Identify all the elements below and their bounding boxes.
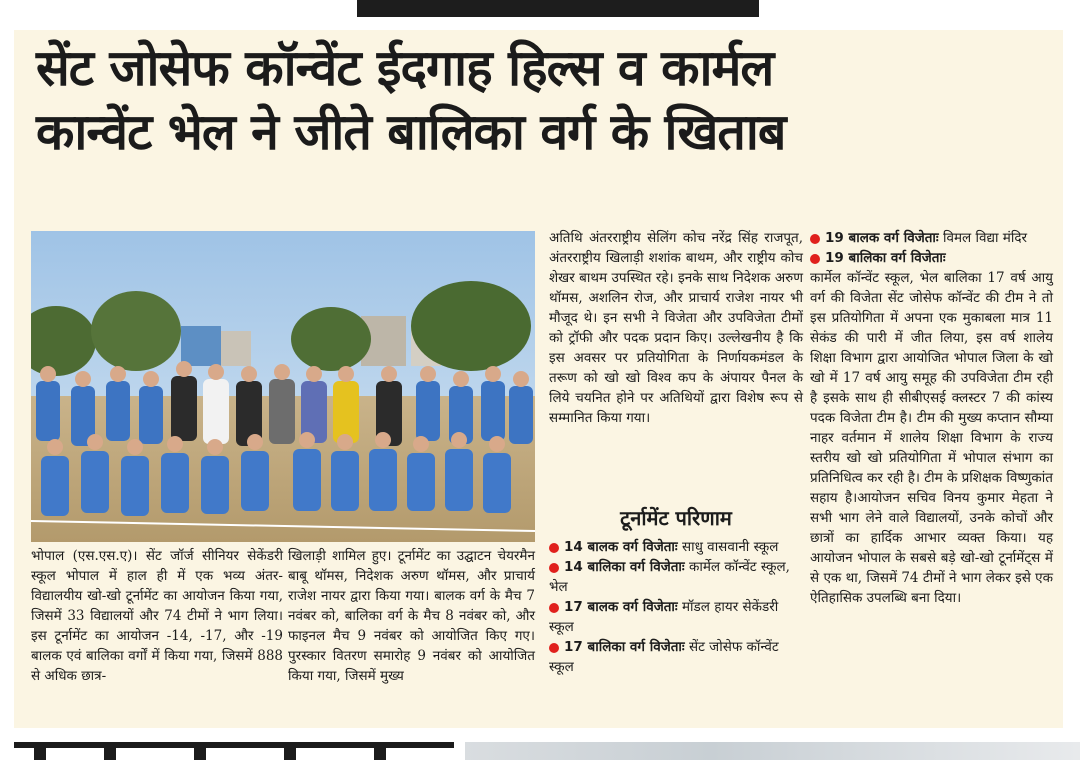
result-item [549,597,803,637]
article-column-1: भोपाल (एस.एस.ए)। सेंट जॉर्ज सीनियर सेकेंडरी स्कूल भोपाल में हाल ही में एक भव्य अंतर-विद्यालयीय खो-खो टूर्नामेंट का आयोजन किया गया, जिसमें 33 विद्यालयों और 74 टीमों ने भाग लिया। इस टूर्नामेंट का आयोजन -14, -17, और -19 बालक एवं बालिका वर्गों में किया गया, जिसमें 888 से अधिक छात्र- [31,548,283,684]
result-label: 19 बालिका वर्ग विजेताः [825,250,946,266]
news-article [14,30,1063,728]
article-column-4 [810,228,1053,608]
result-value: साधु वासवानी स्कूल [681,539,779,555]
bullet-icon [810,234,820,244]
top-bar [357,0,759,17]
team-photo-image [31,231,535,542]
result-label: 19 बालक वर्ग विजेताः [825,230,939,246]
result-item [549,557,803,597]
article-column-4-text: कार्मेल कॉन्वेंट स्कूल, भेल बालिका 17 वर्ष आयु वर्ग की विजेता सेंट जोसेफ कॉन्वेंट की टीम ने तो इस प्रतियोगिता में अपना एक मुकाबला मात्र 11 सेकंड की पारी में जीत लिया, इस वर्ष शालेय शिक्षा विभाग द्वारा आयोजित भोपाल जिला के खो खो में 17 वर्ष आयु समूह की उपविजेता टीम रही है इसके साथ ही सीबीएसई क्लस्टर 7 की कांस्य पदक विजेता टीम है। टीम की मुख्य कप्तान सौम्या नाहर वर्तमान में शालेय शिक्षा विभाग के राज्य स्तरीय खो खो प्रतियोगिता में भोपाल संभाग का प्रतिनिधित्व कर रही है। टीम के प्रशिक्षक विष्णुकांत सहाय है।आयोजन सचिव विनय कुमार मेहता ने सभी भाग लेने वाले विद्यालयों, उनके कोचों और छात्रों का हार्दिक आभार व्यक्त किया। यह आयोजन भोपाल के सबसे बड़े खो-खो टूर्नामेंट्स में से एक था, जिसमें 74 टीमों ने भाग लेकर इसे एक ऐतिहासिक उपलब्धि बना दिया। [810,270,1053,606]
result-value: सेंट जोसेफ कॉन्वेंट स्कूल [549,639,779,675]
cropped-headline-shape [14,738,454,760]
results-heading: टूर्नामेंट परिणाम [620,506,732,530]
next-article-photo-fragment [465,742,1080,760]
result-label: 14 बालिका वर्ग विजेताः [564,559,685,575]
left-margin [0,30,14,730]
result-item [549,537,803,557]
team-photo [31,231,535,542]
bullet-icon [549,543,559,553]
article-column-3: अतिथि अंतरराष्ट्रीय सेलिंग कोच नरेंद्र सिंह राजपूत, अंतरराष्ट्रीय खिलाड़ी शशांक बाथम, और राष्ट्रीय कोच शेखर बाथम उपस्थित रहे। इनके साथ निदेशक अरुण थॉमस, अशलिन रोज, और प्राचार्य राजेश नायर भी मौजूद थे। इन सभी ने विजेता और उपविजेता टीमों को ट्रॉफी और पदक प्रदान किए। उल्लेखनीय है कि इस अवसर पर प्रतियोगिता के निर्णायकमंडल के तरूण को खो खो विश्व कप के अंपायर पैनल के लिये चयनित होने पर अतिथियों द्वारा विशेष रूप से सम्मानित किया गया। [549,230,803,426]
result-value: कार्मेल कॉन्वेंट स्कूल, भेल [549,559,790,595]
bullet-icon [549,563,559,573]
result-label: 14 बालक वर्ग विजेताः [564,539,678,555]
result-item [810,228,1053,248]
headline [36,36,1046,164]
bullet-icon [549,643,559,653]
result-value: विमल विद्या मंदिर [942,230,1028,246]
result-item [549,637,803,677]
headline-line-1: सेंट जोसेफ कॉन्वेंट ईदगाह हिल्स व कार्मल [36,39,774,97]
bullet-icon [810,254,820,264]
next-article-headline-fragment [14,738,454,760]
results-list [549,537,803,677]
bullet-icon [549,603,559,613]
result-item [810,248,1053,268]
headline-line-2: कान्वेंट भेल ने जीते बालिका वर्ग के खिताब [36,103,786,161]
result-label: 17 बालिका वर्ग विजेताः [564,639,685,655]
adjacent-article-edge [1063,30,1080,730]
result-value: मॉडल हायर सेकेंडरी स्कूल [549,599,779,635]
result-label: 17 बालक वर्ग विजेताः [564,599,678,615]
article-column-2: खिलाड़ी शामिल हुए। टूर्नामेंट का उद्घाटन चेयरमैन बाबू थॉमस, निदेशक अरुण थॉमस, और प्राचार्य राजेश नायर द्वारा किया गया। बालक वर्ग के मैच 7 नवंबर को, बालिका वर्ग के मैच 8 नवंबर को, और फाइनल मैच 9 नवंबर को आयोजित किए गए। पुरस्कार वितरण समारोह 9 नवंबर को आयोजित किया गया, जिसमें मुख्य [288,548,535,684]
